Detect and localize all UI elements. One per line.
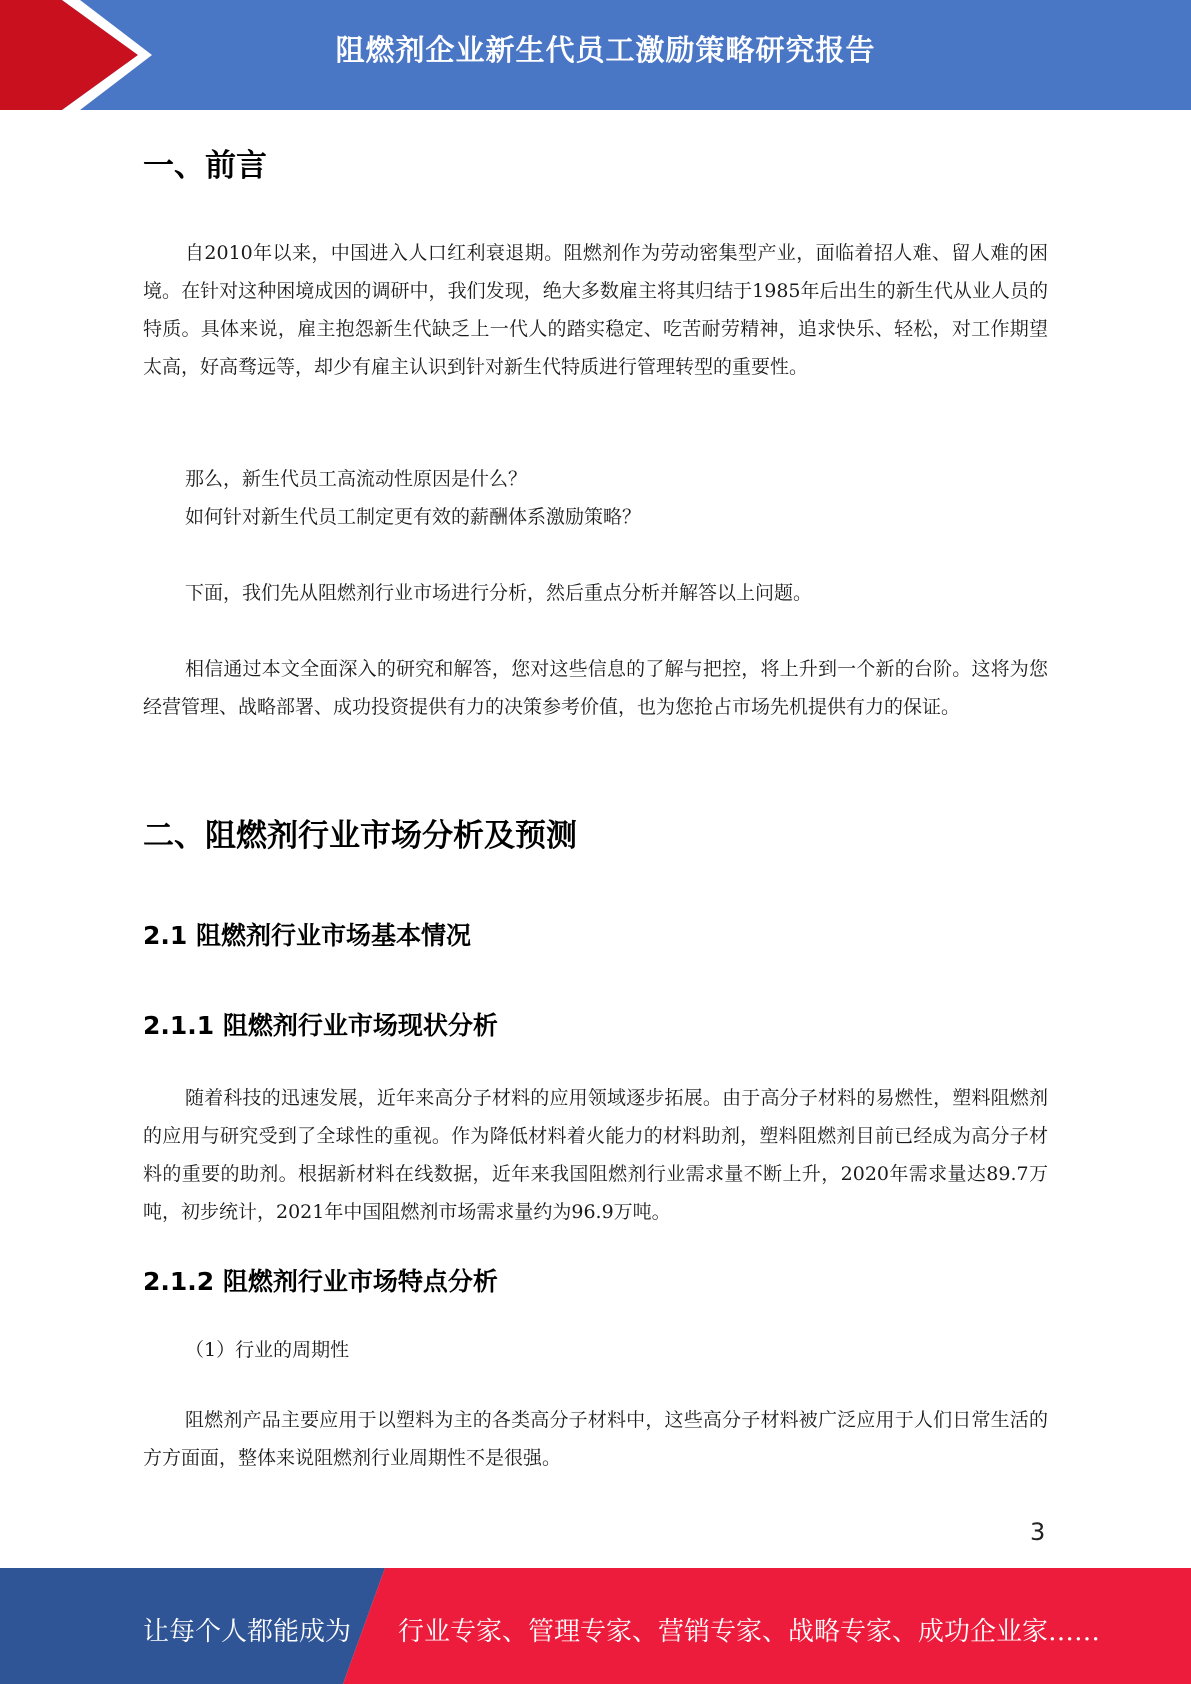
subsection-heading-2-1-2: 2.1.2 阻燃剂行业市场特点分析: [143, 1267, 498, 1296]
report-title: 阻燃剂企业新生代员工激励策略研究报告: [335, 33, 876, 67]
page-number: 3: [1030, 1518, 1046, 1546]
subsection-heading-2-1: 2.1 阻燃剂行业市场基本情况: [143, 921, 471, 950]
section-heading-market: 二、阻燃剂行业市场分析及预测: [143, 818, 577, 854]
subsection-heading-2-1-1: 2.1.1 阻燃剂行业市场现状分析: [143, 1011, 498, 1040]
page-header: [0, 0, 1191, 110]
footer-slogan-right: 行业专家、管理专家、营销专家、战略专家、成功企业家……: [398, 1617, 1101, 1647]
preface-paragraph-1: 自2010年以来，中国进入人口红利衰退期。阻燃剂作为劳动密集型产业，面临着招人难、留人难的困境。在针对这种困境成因的调研中，我们发现，绝大多数雇主将其归结于1985年后出生的新生代从业人员的特质。具体来说，雇主抱怨新生代缺乏上一代人的踏实稳定、吃苦耐劳精神，追求快乐、轻松，对工作期望太高，好高骛远等，却少有雇主认识到针对新生代特质进行管理转型的重要性。: [143, 242, 1048, 378]
preface-question-1: 那么，新生代员工高流动性原因是什么？: [185, 468, 528, 490]
preface-paragraph-2: 下面，我们先从阻燃剂行业市场进行分析，然后重点分析并解答以上问题。: [185, 582, 813, 604]
section-heading-preface: 一、前言: [143, 148, 267, 184]
footer-slogan-left: 让每个人都能成为: [143, 1617, 352, 1647]
preface-paragraph-3: 相信通过本文全面深入的研究和解答，您对这些信息的了解与把控，将上升到一个新的台阶。这将为您经营管理、战略部署、成功投资提供有力的决策参考价值，也为您抢占市场先机提供有力的保证。: [143, 658, 1048, 718]
page-footer: [0, 1568, 1191, 1684]
market-status-paragraph: 随着科技的迅速发展，近年来高分子材料的应用领域逐步拓展。由于高分子材料的易燃性，塑料阻燃剂的应用与研究受到了全球性的重视。作为降低材料着火能力的材料助剂，塑料阻燃剂目前已经成为高分子材料的重要的助剂。根据新材料在线数据，近年来我国阻燃剂行业需求量不断上升，2020年需求量达89.7万吨，初步统计，2021年中国阻燃剂市场需求量约为96.9万吨。: [143, 1087, 1048, 1223]
preface-question-2: 如何针对新生代员工制定更有效的薪酬体系激励策略？: [185, 506, 642, 528]
cyclicality-paragraph: 阻燃剂产品主要应用于以塑料为主的各类高分子材料中，这些高分子材料被广泛应用于人们日常生活的方方面面，整体来说阻燃剂行业周期性不是很强。: [143, 1409, 1048, 1469]
list-item-cyclicality: （1）行业的周期性: [185, 1339, 350, 1361]
